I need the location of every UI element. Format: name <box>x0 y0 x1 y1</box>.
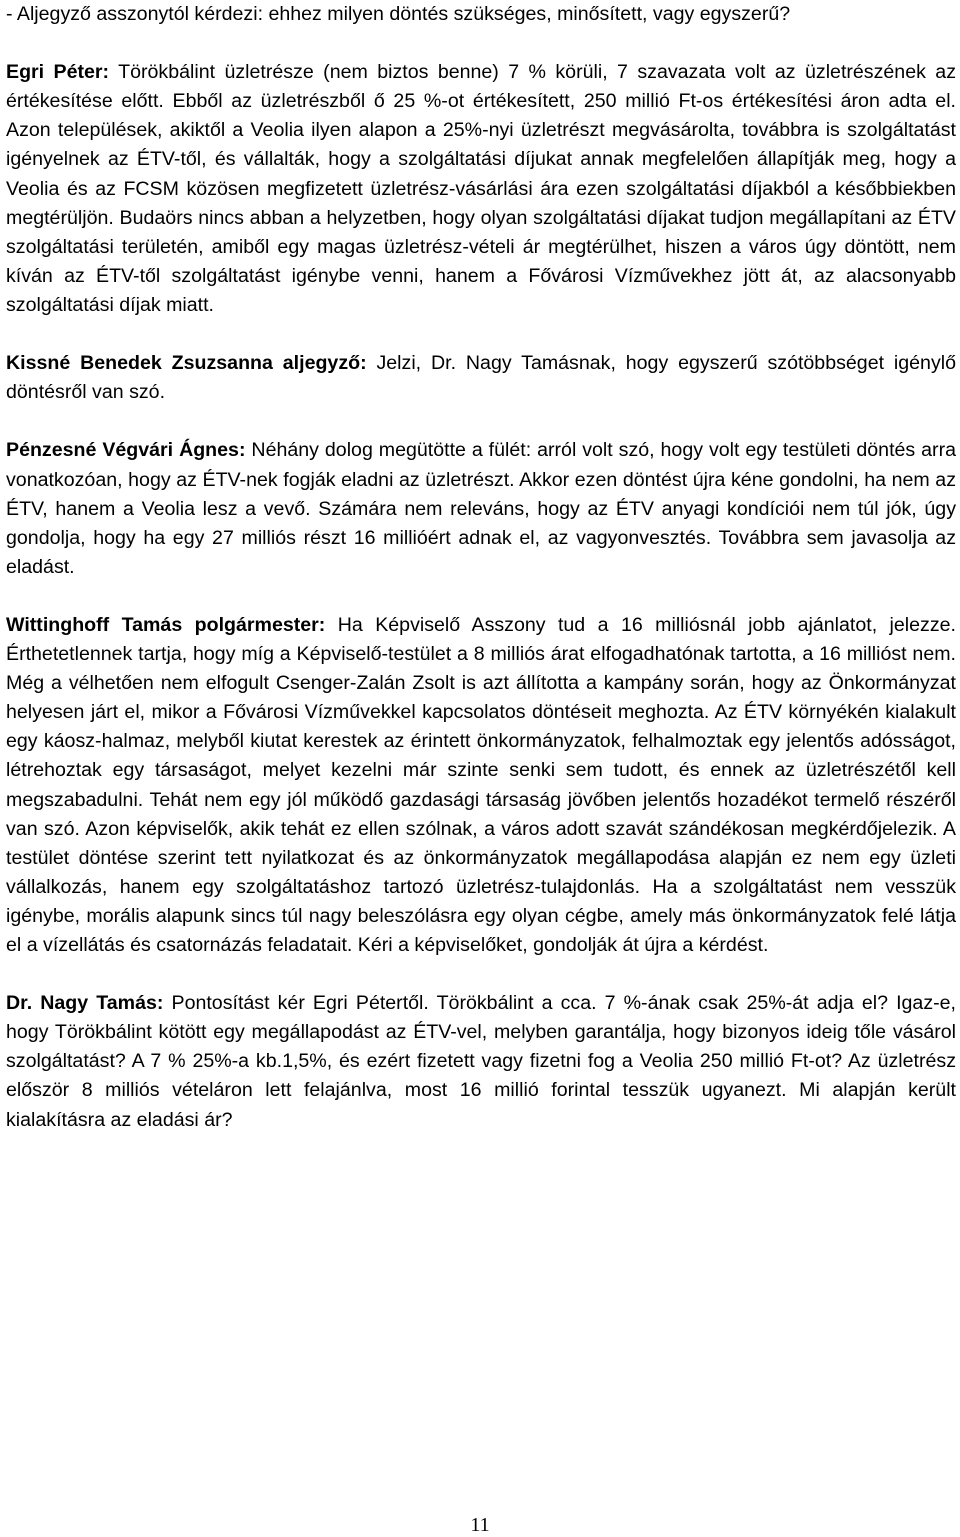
paragraph-text: Jelzi, Dr. Nagy Tamásnak, hogy egyszerű szótöbbséget igénylő döntésről van szó. <box>6 352 956 404</box>
paragraph-dr-nagy <box>6 989 956 1134</box>
speaker-name: Wittinghoff Tamás polgármester: <box>6 613 326 636</box>
speaker-name: Egri Péter: <box>6 61 110 84</box>
paragraph-penzesne-vegvari <box>6 436 956 581</box>
speaker-name: Pénzesné Végvári Ágnes: <box>6 439 246 462</box>
paragraph-kissne-benedek <box>6 349 956 407</box>
paragraph-text: Ha Képviselő Asszony tud a 16 milliósnál jobb ajánlatot, jelezze. Érthetetlennek tartja, hogy míg a Képviselő-testület a 8 milliós árat elfogadhatónak tartotta, a 16 millióst nem. Még a vélhetően nem elfogult Csenger-Zalán Zsolt is azt állította a kampány során, hogy az Önkormányzat helyesen járt el, mikor a Fővárosi Vízművekkel kapcsolatos döntéseit meghozta. Az ÉTV környékén kialakult egy káosz-halmaz, melyből kiutat kerestek az érintett önkormányzatok, felhalmoztak egy jelentős adósságot, létrehoztak egy társaságot, melyet kezelni már szinte senki sem tudott, és ennek az üzletrészétől kell megszabadulni. Tehát nem egy jól működő gazdasági társaság jövőben jelentős hozadékot termelő részéről van szó. Azon képviselők, akik tehát ez ellen szólnak, a város adott szavát szándékosan megkérdőjelezik. A testület döntése szerint tett nyilatkozat és az önkormányzatok megállapodása alapján ez nem egy üzleti vállalkozás, hanem egy szolgáltatáshoz tartozó üzletrész-tulajdonlás. Ha a szolgáltatást nem vesszük igénybe, morális alapunk sincs túl nagy beleszólásra egy olyan cégbe, amely más önkormányzatok felé látja el a vízellátás és csatornázás feladatait. Kéri a képviselőket, gondolják át újra a kérdést. <box>6 613 956 956</box>
paragraph-wittinghoff <box>6 611 956 960</box>
speaker-name: Dr. Nagy Tamás: <box>6 992 164 1015</box>
paragraph-text: Néhány dolog megütötte a fülét: arról volt szó, hogy volt egy testületi döntés arra vonatkozóan, hogy az ÉTV-nek fogják eladni az üzletrészt. Akkor ezen döntést újra kéne gondolni, ha nem az ÉTV, hanem a Veolia lesz a vevő. Számára nem releváns, hogy az ÉTV anyagi kondíciói nem túl jók, úgy gondolja, hogy ha egy 27 milliós részt 16 millióért adnak el, az vagyonvesztés. Továbbra sem javasolja az eladást. <box>6 439 956 578</box>
paragraph-text: Pontosítást kér Egri Pétertől. Törökbálint a cca. 7 %-ának csak 25%-át adja el? Igaz-e, hogy Törökbálint kötött egy megállapodást az ÉTV-vel, melyben garantálja, hogy bizonyos ideig tőle vásárol szolgáltatást? A 7 % 25%-a kb.1,5%, és ezért fizetett vagy fizetni fog a Veolia 250 millió Ft-ot? Az üzletrész először 8 milliós vételáron lett felajánlva, most 16 millió forintal tesszük ugyanezt. Mi alapján került kialakításra az eladási ár? <box>6 992 956 1131</box>
paragraph-text: - Aljegyző asszonytól kérdezi: ehhez milyen döntés szükséges, minősített, vagy egyszerű? <box>6 3 791 25</box>
page-number: 11 <box>470 1514 490 1536</box>
paragraph-text: Törökbálint üzletrésze (nem biztos benne) 7 % körüli, 7 szavazata volt az üzletrészének az értékesítése előtt. Ebből az üzletrészből ő 25 %-ot értékesített, 250 millió Ft-os értékesítési áron adta el. Azon települések, akiktől a Veolia ilyen alapon a 25%-nyi üzletrészt megvásárolta, továbbra is szolgáltatást igényelnek az ÉTV-től, és vállalták, hogy a szolgáltatási díjukat annak megfelelően állapítják meg, hogy a Veolia és az FCSM közösen megfizetett üzletrész-vásárlási ára ezen szolgáltatási díjakból a későbbiekben megtérüljön. Budaörs nincs abban a helyzetben, hogy olyan szolgáltatási díjakat tudjon megállapítani az ÉTV szolgáltatási területén, amiből egy magas üzletrész-vételi ár megtérülhet, hiszen a város úgy döntött, nem kíván az ÉTV-től szolgáltatást igénybe venni, hanem a Fővárosi Vízművekhez jött át, az alacsonyabb szolgáltatási díjak miatt. <box>6 61 956 316</box>
document-page <box>6 0 956 1164</box>
paragraph-egri-peter <box>6 58 956 320</box>
speaker-name: Kissné Benedek Zsuzsanna aljegyző: <box>6 352 367 375</box>
paragraph-question <box>6 0 956 29</box>
